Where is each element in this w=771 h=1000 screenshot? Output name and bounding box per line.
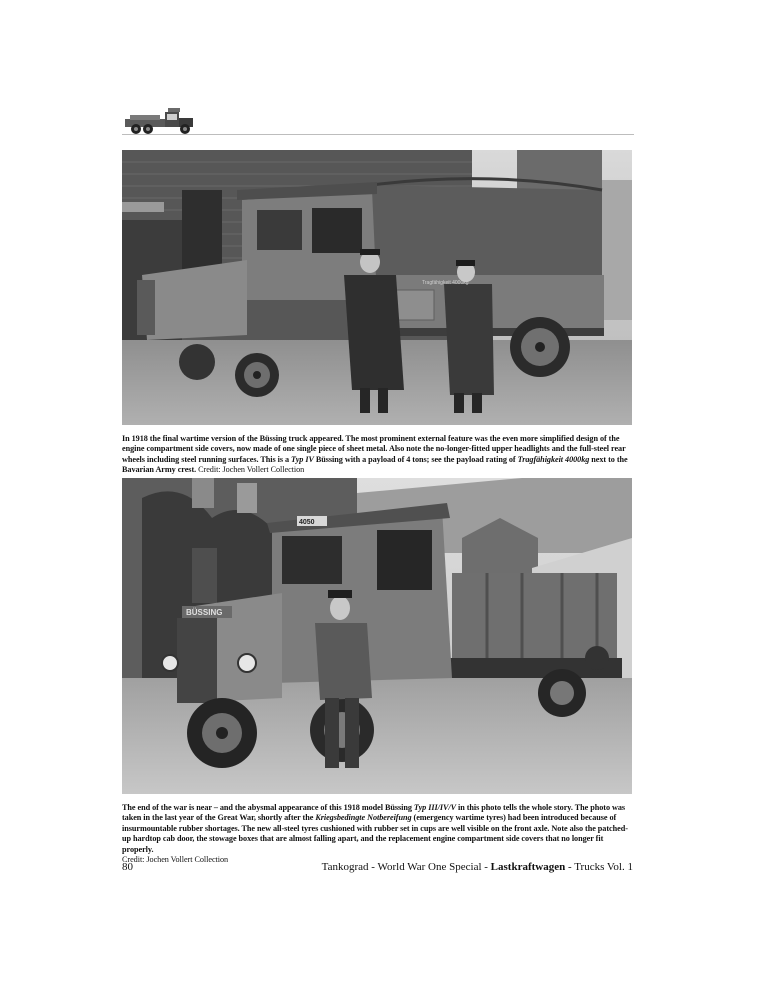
caption-top-part2: Büssing with a payload of 4 tons; see the payload rating of <box>313 454 518 464</box>
caption-top-rating: Tragfähigkeit 4000kg <box>517 454 590 464</box>
caption-top-typ: Typ IV <box>291 454 314 464</box>
footer-title-prefix: Tankograd - World War One Special - <box>321 861 491 873</box>
caption-top-part3: next to the Bavarian Army crest. <box>122 454 628 475</box>
payload-rating-plate: Tragfähigkeit 4000kg <box>422 280 469 286</box>
page-number: 80 <box>122 861 133 873</box>
running-footer-title <box>322 860 633 874</box>
caption-bottom-term: Kriegsbedingte Notbereifung <box>315 813 412 823</box>
caption-bottom <box>122 803 634 865</box>
radiator-maker-plate: BÜSSING <box>186 608 223 617</box>
caption-bottom-credit: Credit: Jochen Vollert Collection <box>122 855 229 865</box>
caption-top <box>122 434 634 476</box>
header-divider <box>122 134 634 135</box>
caption-bottom-part1: The end of the war is near – and the abysmal appearance of this 1918 model Büssing <box>122 803 414 812</box>
vintage-truck-logo-icon <box>122 106 198 136</box>
caption-bottom-part3: (emergency wartime tyres) had been introduced because of insurmountable rubber shortages. The new all-steel tyres cushioned with rubber set in cups are well visible on the front axle. Note also the patched-up hardtop cab door, the stowage boxes that are almost falling apart, and the replacement engine compartment side covers that no longer fit properly. <box>122 813 628 854</box>
caption-top-credit: Credit: Jochen Vollert Collection <box>198 465 305 475</box>
footer-title-bold: Lastkraftwagen <box>490 861 566 873</box>
caption-top-part1: In 1918 the final wartime version of the Büssing truck appeared. The most prominent external feature was the even more simplified design of the engine compartment side covers, now made of one single piece of sheet metal. Also note the no-longer-fitted upper headlights and the full-steel rear wheels including steel running surfaces. This is a <box>122 434 626 464</box>
photo-top <box>122 150 632 425</box>
caption-bottom-part2: in this photo tells the whole story. The photo was taken in the last year of the Great War, shortly after the <box>122 803 626 823</box>
cab-number: 4050 <box>299 519 315 526</box>
photo-bottom <box>122 478 632 794</box>
caption-bottom-typ: Typ III/IV/V <box>413 803 457 812</box>
footer-title-suffix: - Trucks Vol. 1 <box>565 861 633 873</box>
